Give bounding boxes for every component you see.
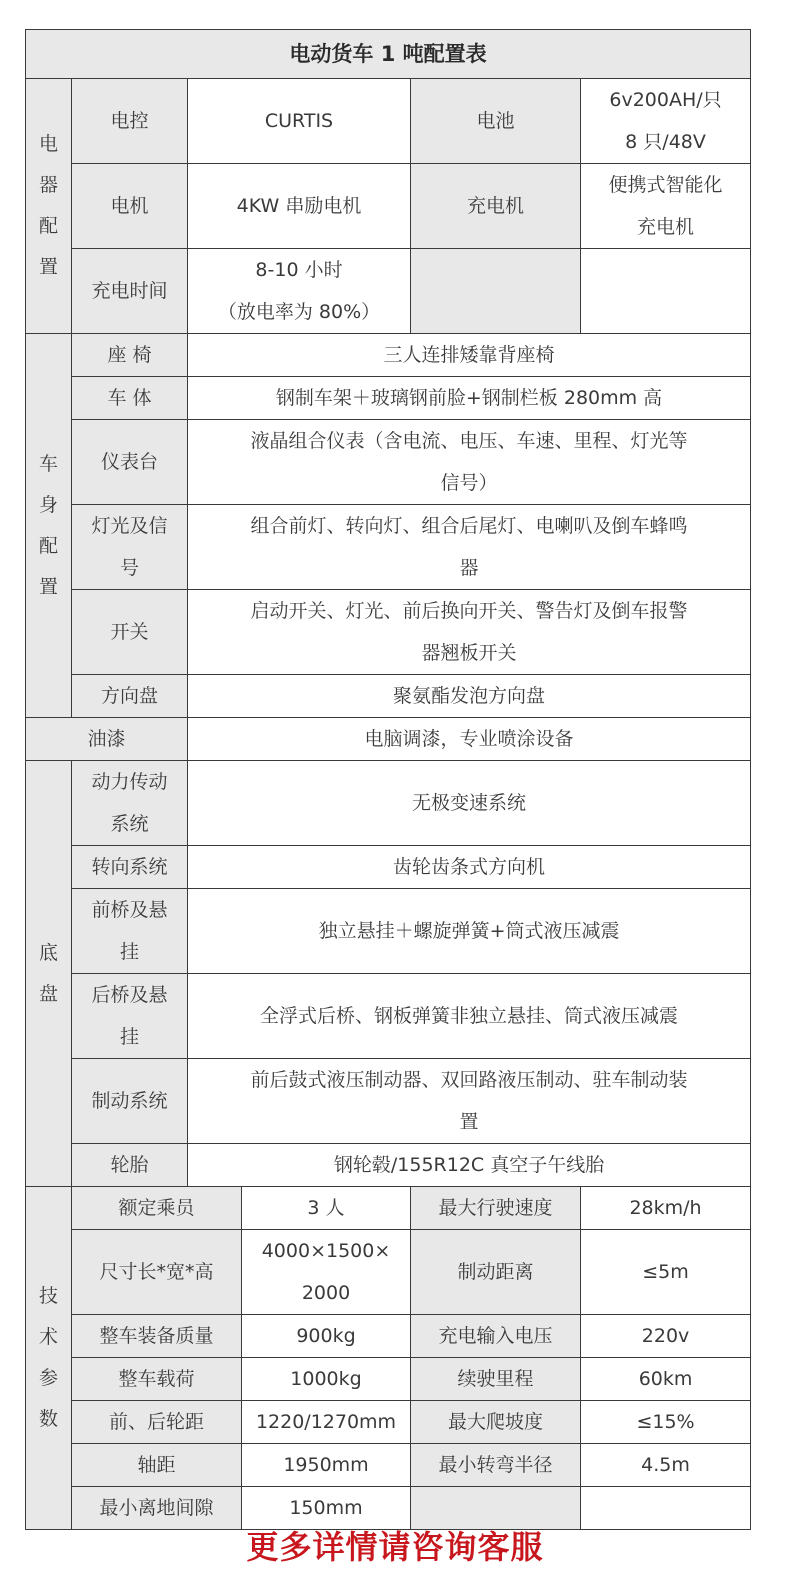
row-label: 前桥及悬 挂 bbox=[72, 889, 188, 974]
row-value: CURTIS bbox=[188, 79, 411, 164]
row-label: 后桥及悬 挂 bbox=[72, 974, 188, 1059]
table-row bbox=[26, 249, 751, 334]
group-chassis: 底 盘 bbox=[26, 761, 72, 1187]
param-label: 尺寸长*宽*高 bbox=[72, 1230, 242, 1315]
param-value: ≤15% bbox=[581, 1401, 751, 1444]
param-value: 60km bbox=[581, 1358, 751, 1401]
table-row bbox=[26, 1358, 751, 1401]
row-value: 独立悬挂＋螺旋弹簧+筒式液压减震 bbox=[188, 889, 751, 974]
row-label: 转向系统 bbox=[72, 846, 188, 889]
param-label: 制动距离 bbox=[411, 1230, 581, 1315]
row-value: 4KW 串励电机 bbox=[188, 164, 411, 249]
row-label: 轮胎 bbox=[72, 1144, 188, 1187]
group-body: 车 身 配 置 bbox=[26, 334, 72, 718]
row-label: 动力传动 系统 bbox=[72, 761, 188, 846]
title-row bbox=[26, 30, 751, 79]
row-value: 便携式智能化 充电机 bbox=[581, 164, 751, 249]
param-label: 轴距 bbox=[72, 1444, 242, 1487]
row-value: 8-10 小时 （放电率为 80%） bbox=[188, 249, 411, 334]
param-value: 220v bbox=[581, 1315, 751, 1358]
row-value: 6v200AH/只 8 只/48V bbox=[581, 79, 751, 164]
empty-cell bbox=[411, 249, 581, 334]
table-row bbox=[26, 1315, 751, 1358]
row-value: 齿轮齿条式方向机 bbox=[188, 846, 751, 889]
table-row bbox=[26, 79, 751, 164]
row-value: 无极变速系统 bbox=[188, 761, 751, 846]
param-value: 1950mm bbox=[242, 1444, 411, 1487]
spec-sheet bbox=[25, 29, 750, 1530]
contact-footer: 更多详情请咨询客服 bbox=[246, 1528, 544, 1566]
row-value: 启动开关、灯光、前后换向开关、警告灯及倒车报警 器翘板开关 bbox=[188, 590, 751, 675]
table-row bbox=[26, 846, 751, 889]
table-row bbox=[26, 420, 751, 505]
param-label: 整车载荷 bbox=[72, 1358, 242, 1401]
param-label: 最小转弯半径 bbox=[411, 1444, 581, 1487]
param-label: 最大爬坡度 bbox=[411, 1401, 581, 1444]
param-value: ≤5m bbox=[581, 1230, 751, 1315]
param-value: 4000×1500× 2000 bbox=[242, 1230, 411, 1315]
param-label: 额定乘员 bbox=[72, 1187, 242, 1230]
row-value: 三人连排矮靠背座椅 bbox=[188, 334, 751, 377]
row-label: 开关 bbox=[72, 590, 188, 675]
row-value: 组合前灯、转向灯、组合后尾灯、电喇叭及倒车蜂鸣 器 bbox=[188, 505, 751, 590]
group-tech: 技 术 参 数 bbox=[26, 1187, 72, 1530]
param-label: 最大行驶速度 bbox=[411, 1187, 581, 1230]
row-label: 电控 bbox=[72, 79, 188, 164]
table-row bbox=[26, 1230, 751, 1315]
row-label: 电池 bbox=[411, 79, 581, 164]
table-row bbox=[26, 1144, 751, 1187]
row-label: 充电机 bbox=[411, 164, 581, 249]
table-row bbox=[26, 974, 751, 1059]
row-label: 座 椅 bbox=[72, 334, 188, 377]
config-table bbox=[25, 29, 751, 1530]
param-label: 前、后轮距 bbox=[72, 1401, 242, 1444]
row-label: 制动系统 bbox=[72, 1059, 188, 1144]
empty-cell bbox=[581, 249, 751, 334]
table-row bbox=[26, 1187, 751, 1230]
param-label: 最小离地间隙 bbox=[72, 1487, 242, 1530]
table-row bbox=[26, 377, 751, 420]
row-value: 前后鼓式液压制动器、双回路液压制动、驻车制动装 置 bbox=[188, 1059, 751, 1144]
table-row bbox=[26, 718, 751, 761]
param-value: 900kg bbox=[242, 1315, 411, 1358]
param-value: 3 人 bbox=[242, 1187, 411, 1230]
row-value: 钢轮毂/155R12C 真空子午线胎 bbox=[188, 1144, 751, 1187]
param-value: 1220/1270mm bbox=[242, 1401, 411, 1444]
table-row bbox=[26, 1401, 751, 1444]
row-value: 全浮式后桥、钢板弹簧非独立悬挂、筒式液压减震 bbox=[188, 974, 751, 1059]
row-label: 电机 bbox=[72, 164, 188, 249]
row-value: 液晶组合仪表（含电流、电压、车速、里程、灯光等 信号） bbox=[188, 420, 751, 505]
param-value: 150mm bbox=[242, 1487, 411, 1530]
param-value: 1000kg bbox=[242, 1358, 411, 1401]
row-label: 充电时间 bbox=[72, 249, 188, 334]
group-electrical: 电 器 配 置 bbox=[26, 79, 72, 334]
row-value: 电脑调漆，专业喷涂设备 bbox=[188, 718, 751, 761]
table-row bbox=[26, 889, 751, 974]
table-row bbox=[26, 675, 751, 718]
row-label: 车 体 bbox=[72, 377, 188, 420]
table-title: 电动货车 1 吨配置表 bbox=[26, 30, 751, 79]
table-row bbox=[26, 505, 751, 590]
row-label: 仪表台 bbox=[72, 420, 188, 505]
param-value: 4.5m bbox=[581, 1444, 751, 1487]
table-row bbox=[26, 1444, 751, 1487]
table-row bbox=[26, 164, 751, 249]
param-label: 续驶里程 bbox=[411, 1358, 581, 1401]
table-row bbox=[26, 1059, 751, 1144]
row-label: 灯光及信 号 bbox=[72, 505, 188, 590]
row-label: 方向盘 bbox=[72, 675, 188, 718]
table-row bbox=[26, 761, 751, 846]
param-label: 充电输入电压 bbox=[411, 1315, 581, 1358]
row-value: 钢制车架＋玻璃钢前脸+钢制栏板 280mm 高 bbox=[188, 377, 751, 420]
row-value: 聚氨酯发泡方向盘 bbox=[188, 675, 751, 718]
row-label: 油漆 bbox=[26, 718, 188, 761]
param-label: 整车装备质量 bbox=[72, 1315, 242, 1358]
table-row bbox=[26, 334, 751, 377]
table-row bbox=[26, 590, 751, 675]
param-value: 28km/h bbox=[581, 1187, 751, 1230]
